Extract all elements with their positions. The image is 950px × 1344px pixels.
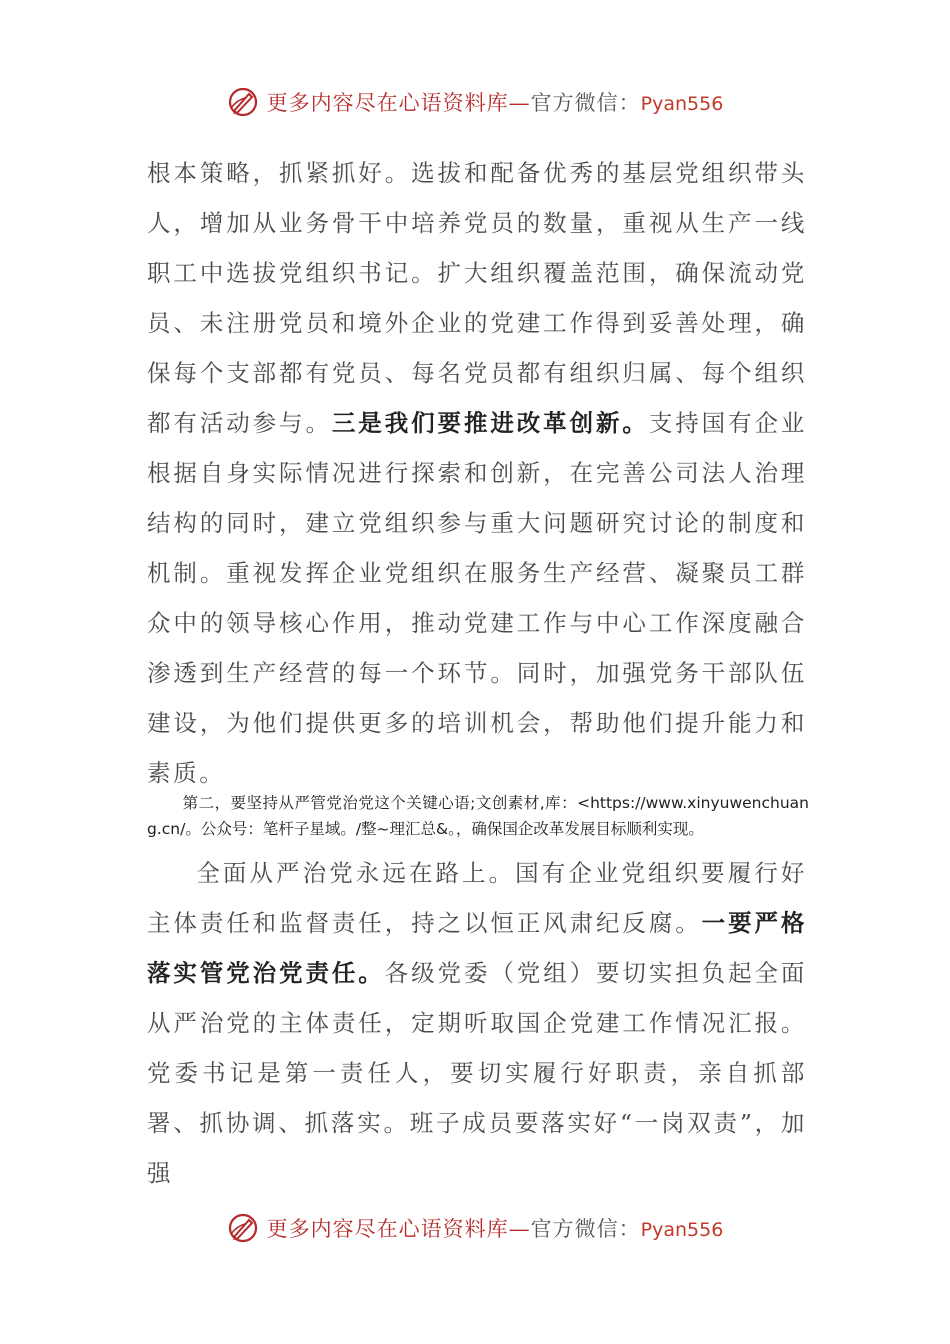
header-banner-text: 更多内容尽在心语资料库 bbox=[266, 91, 509, 115]
footer-wechat-id: Pyan556 bbox=[640, 1219, 724, 1241]
header-wechat-label: 官方微信： bbox=[530, 91, 641, 115]
paragraph-2-text: 第二，要坚持从严管党治党这个关键心语;文创素材,库：<https://www.xinyuwenchuang.cn/。公众号：笔杆子星域。/整~理汇总&。，确保国企改革发展目标顺利实现。 bbox=[147, 794, 809, 838]
header-wechat-id: Pyan556 bbox=[640, 93, 724, 115]
paragraph-1-bold: 三是我们要推进改革创新。 bbox=[331, 409, 649, 437]
paragraph-3-bold: 一要严格落实管党治党责任。 bbox=[147, 909, 807, 987]
paragraph-3-text-a: 全面从严治党永远在路上。国有企业党组织要履行好主体责任和监督责任，持之以恒正风肃纪反腐。 bbox=[147, 859, 807, 937]
footer-banner-text: 更多内容尽在心语资料库 bbox=[266, 1217, 509, 1241]
paragraph-1-text-a: 根本策略，抓紧抓好。选拔和配备优秀的基层党组织带头人，增加从业务骨干中培养党员的数量，重视从生产一线职工中选拔党组织书记。扩大组织覆盖范围，确保流动党员、未注册党员和境外企业的党建工作得到妥善处理，确保每个支部都有党员、每名党员都有组织归属、每个组织都有活动参与。 bbox=[147, 159, 807, 437]
footer-banner-separator: — bbox=[508, 1217, 531, 1241]
paragraph-3-text-b: 各级党委（党组）要切实担负起全面从严治党的主体责任，定期听取国企党建工作情况汇报。党委书记是第一责任人，要切实履行好职责，亲自抓部署、抓协调、抓落实。班子成员要落实好“一岗双责”，加强 bbox=[147, 959, 807, 1187]
paragraph-3 bbox=[147, 848, 807, 1198]
paragraph-2 bbox=[147, 790, 809, 842]
pen-logo-icon bbox=[227, 1212, 259, 1244]
header-banner-separator: — bbox=[508, 91, 531, 115]
footer-banner bbox=[0, 1208, 950, 1248]
footer-wechat-label: 官方微信： bbox=[530, 1217, 641, 1241]
header-banner bbox=[0, 82, 950, 122]
pen-logo-icon bbox=[227, 86, 259, 118]
paragraph-1-text-b: 支持国有企业根据自身实际情况进行探索和创新，在完善公司法人治理结构的同时，建立党组织参与重大问题研究讨论的制度和机制。重视发挥企业党组织在服务生产经营、凝聚员工群众中的领导核心作用，推动党建工作与中心工作深度融合渗透到生产经营的每一个环节。同时，加强党务干部队伍建设，为他们提供更多的培训机会，帮助他们提升能力和素质。 bbox=[147, 409, 808, 787]
paragraph-1 bbox=[147, 148, 807, 798]
